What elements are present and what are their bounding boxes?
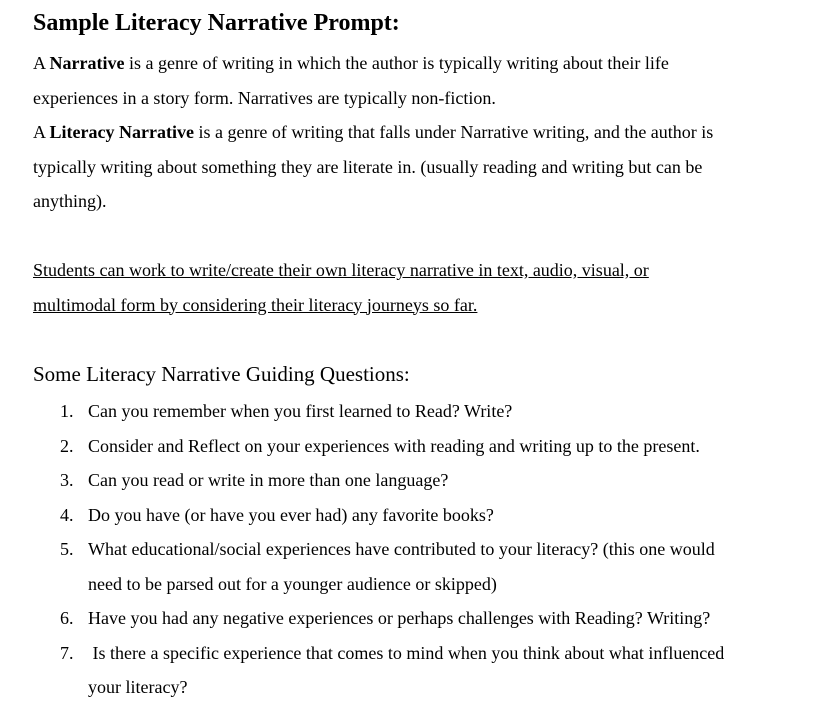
blank-line <box>33 219 800 254</box>
literacy-rest: is a genre of writing that falls under Narrative writing, and the author is <box>193 122 714 142</box>
question-item-6 <box>33 601 800 636</box>
paragraph-literacy-line-2: typically writing about something they are literate in. (usually reading and writing but can be <box>33 156 703 177</box>
document-title: Sample Literacy Narrative Prompt: <box>33 10 400 36</box>
question-item-7-continuation <box>33 670 800 705</box>
narrative-bold-term: Narrative <box>49 53 125 73</box>
list-number: 1. <box>60 401 74 421</box>
literacy-bold-term: Literacy Narrative <box>49 122 194 142</box>
question-item-5 <box>33 532 800 567</box>
question-text: Can you read or write in more than one language? <box>88 470 449 490</box>
paragraph-literacy-line-3: anything). <box>33 191 107 211</box>
list-number: 4. <box>60 504 74 525</box>
guiding-questions-heading: Some Literacy Narrative Guiding Questions: <box>33 361 410 386</box>
list-number: 2. <box>60 435 74 456</box>
narrative-rest: is a genre of writing in which the author is typically writing about their life <box>124 53 669 73</box>
question-item-2 <box>33 429 800 464</box>
paragraph-narrative-line-1 <box>33 46 800 81</box>
list-number: 5. <box>60 539 74 559</box>
question-item-5-continuation <box>33 567 800 602</box>
paragraph-students-line-2: multimodal form by considering their literacy journeys so far. <box>33 294 478 315</box>
question-text: your literacy? <box>88 677 188 697</box>
question-item-7 <box>33 636 800 671</box>
question-text: Consider and Reflect on your experiences with reading and writing up to the present. <box>88 435 700 456</box>
question-text: What educational/social experiences have contributed to your literacy? (this one would <box>88 539 715 559</box>
question-text: Is there a specific experience that comes to mind when you think about what influenced <box>88 642 725 663</box>
question-text: need to be parsed out for a younger audience or skipped) <box>88 573 497 594</box>
blank-line <box>33 322 800 357</box>
list-number: 3. <box>60 470 74 490</box>
question-text: Have you had any negative experiences or perhaps challenges with Reading? Writing? <box>88 608 711 628</box>
question-text: Do you have (or have you ever had) any favorite books? <box>88 504 494 525</box>
narrative-prefix: A <box>33 53 50 73</box>
question-item-4 <box>33 498 800 533</box>
paragraph-students-line-1: Students can work to write/create their own literacy narrative in text, audio, visual, or <box>33 260 649 280</box>
paragraph-literacy-line-1 <box>33 115 800 150</box>
question-text: Can you remember when you first learned to Read? Write? <box>88 401 513 421</box>
literacy-prefix: A <box>33 122 50 142</box>
list-number: 7. <box>60 642 74 663</box>
question-item-3 <box>33 463 800 498</box>
list-number: 6. <box>60 608 74 628</box>
question-item-1 <box>33 394 800 429</box>
paragraph-narrative-line-2: experiences in a story form. Narratives are typically non-fiction. <box>33 87 496 108</box>
